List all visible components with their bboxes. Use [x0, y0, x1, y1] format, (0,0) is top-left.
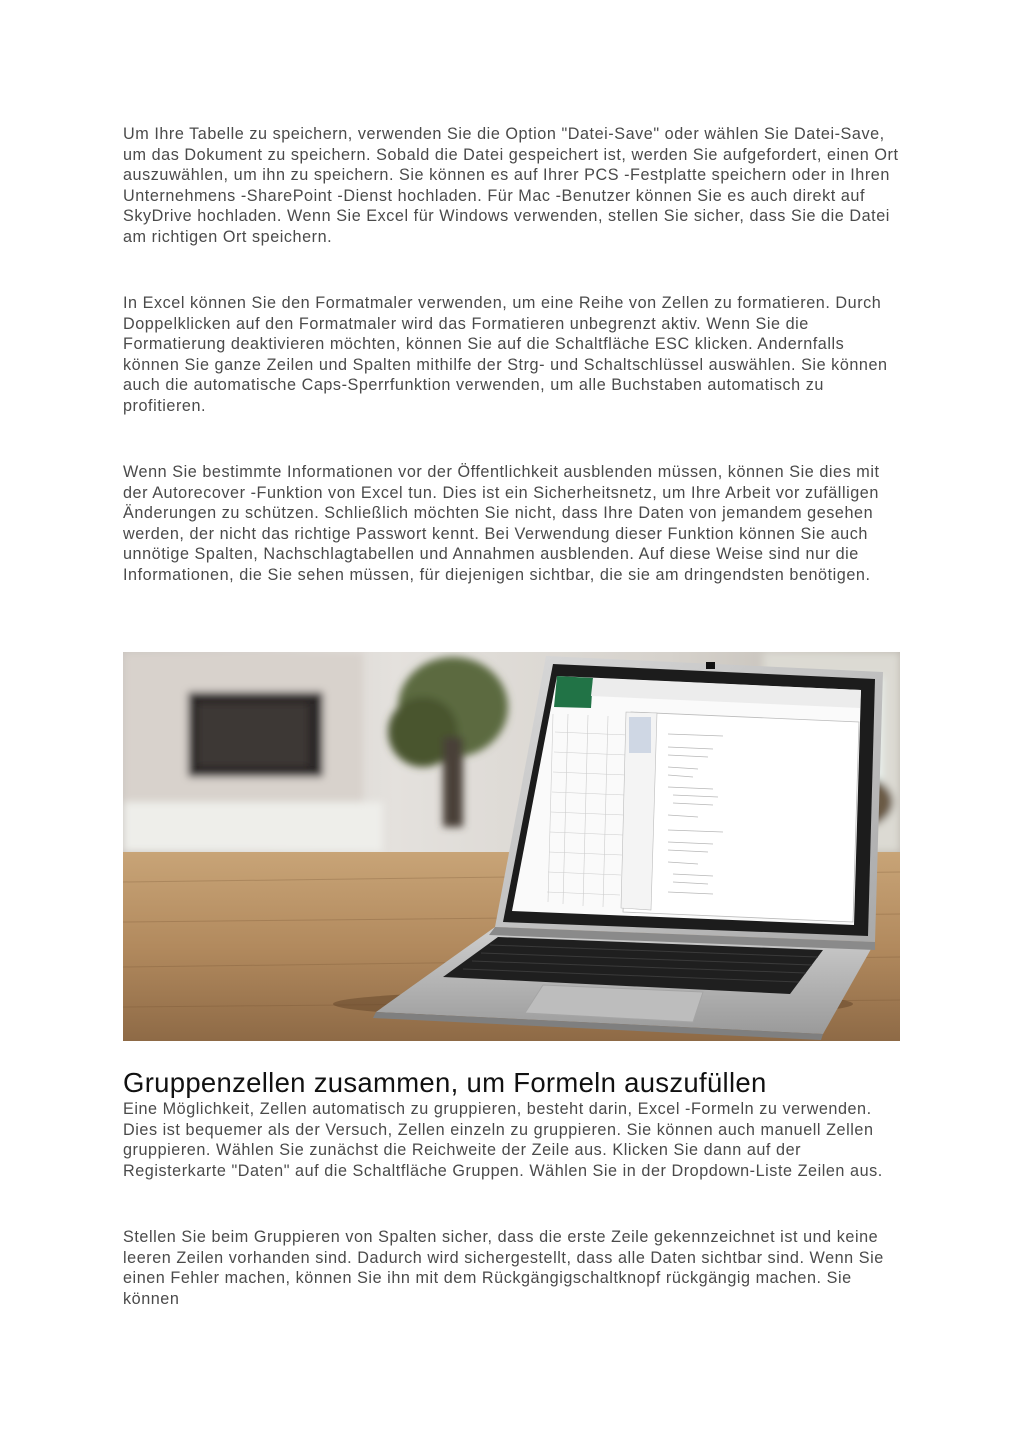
laptop-photo: [123, 652, 900, 1041]
paragraph-5: Stellen Sie beim Gruppieren von Spalten sicher, dass die erste Zeile gekennzeichnet ist und keine leeren Zeilen vorhanden sind. Dadurch wird sichergestellt, dass alle Daten sichtbar sind. Wenn Sie einen Fehler machen, können Sie ihn mit dem Rückgängigschaltknopf rückgängig machen. Sie können: [123, 1228, 884, 1308]
section-heading: Gruppenzellen zusammen, um Formeln auszufüllen: [123, 1067, 767, 1098]
paragraph-3: Wenn Sie bestimmte Informationen vor der Öffentlichkeit ausblenden müssen, können Sie dies mit der Autorecover -Funktion von Excel tun. Dies ist ein Sicherheitsnetz, um Ihre Arbeit vor zufälligen Änderungen zu schützen. Schließlich möchten Sie nicht, dass Ihre Daten von jemandem gesehen werden, der nicht das richtige Passwort kennt. Bei Verwendung dieser Funktion können Sie auch unnötige Spalten, Nachschlagtabellen und Annahmen ausblenden. Auf diese Weise sind nur die Informationen, die Sie sehen müssen, für diejenigen sichtbar, die sie am dringendsten benötigen.: [123, 463, 880, 584]
paragraph-4: Eine Möglichkeit, Zellen automatisch zu gruppieren, besteht darin, Excel -Formeln zu verwenden. Dies ist bequemer als der Versuch, Zellen einzeln zu gruppieren. Sie können auch manuell Zellen gruppieren. Wählen Sie zunächst die Reichweite der Zeile aus. Klicken Sie dann auf der Registerkarte "Daten" auf die Schaltfläche Gruppen. Wählen Sie in der Dropdown-Liste Zeilen aus.: [123, 1100, 883, 1180]
paragraph-2: In Excel können Sie den Formatmaler verwenden, um eine Reihe von Zellen zu formatieren. Durch Doppelklicken auf den Formatmaler wird das Formatieren unbegrenzt aktiv. Wenn Sie die Formatierung deaktivieren möchten, können Sie auf die Schaltfläche ESC klicken. Andernfalls können Sie ganze Zeilen und Spalten mithilfe der Strg- und Schaltschlüssel auswählen. Sie können auch die automatische Caps-Sperrfunktion verwenden, um alle Buchstaben automatisch zu profitieren.: [123, 294, 888, 415]
paragraph-1: Um Ihre Tabelle zu speichern, verwenden Sie die Option "Datei-Save" oder wählen Sie Datei-Save, um das Dokument zu speichern. Sobald die Datei gespeichert ist, werden Sie aufgefordert, einen Ort auszuwählen, um ihn zu speichern. Sie können es auf Ihrer PCS -Festplatte speichern oder in Ihren Unternehmens -SharePoint -Dienst hochladen. Für Mac -Benutzer können Sie es auch direkt auf SkyDrive hochladen. Wenn Sie Excel für Windows verwenden, stellen Sie sicher, dass Sie die Datei am richtigen Ort speichern.: [123, 125, 899, 246]
